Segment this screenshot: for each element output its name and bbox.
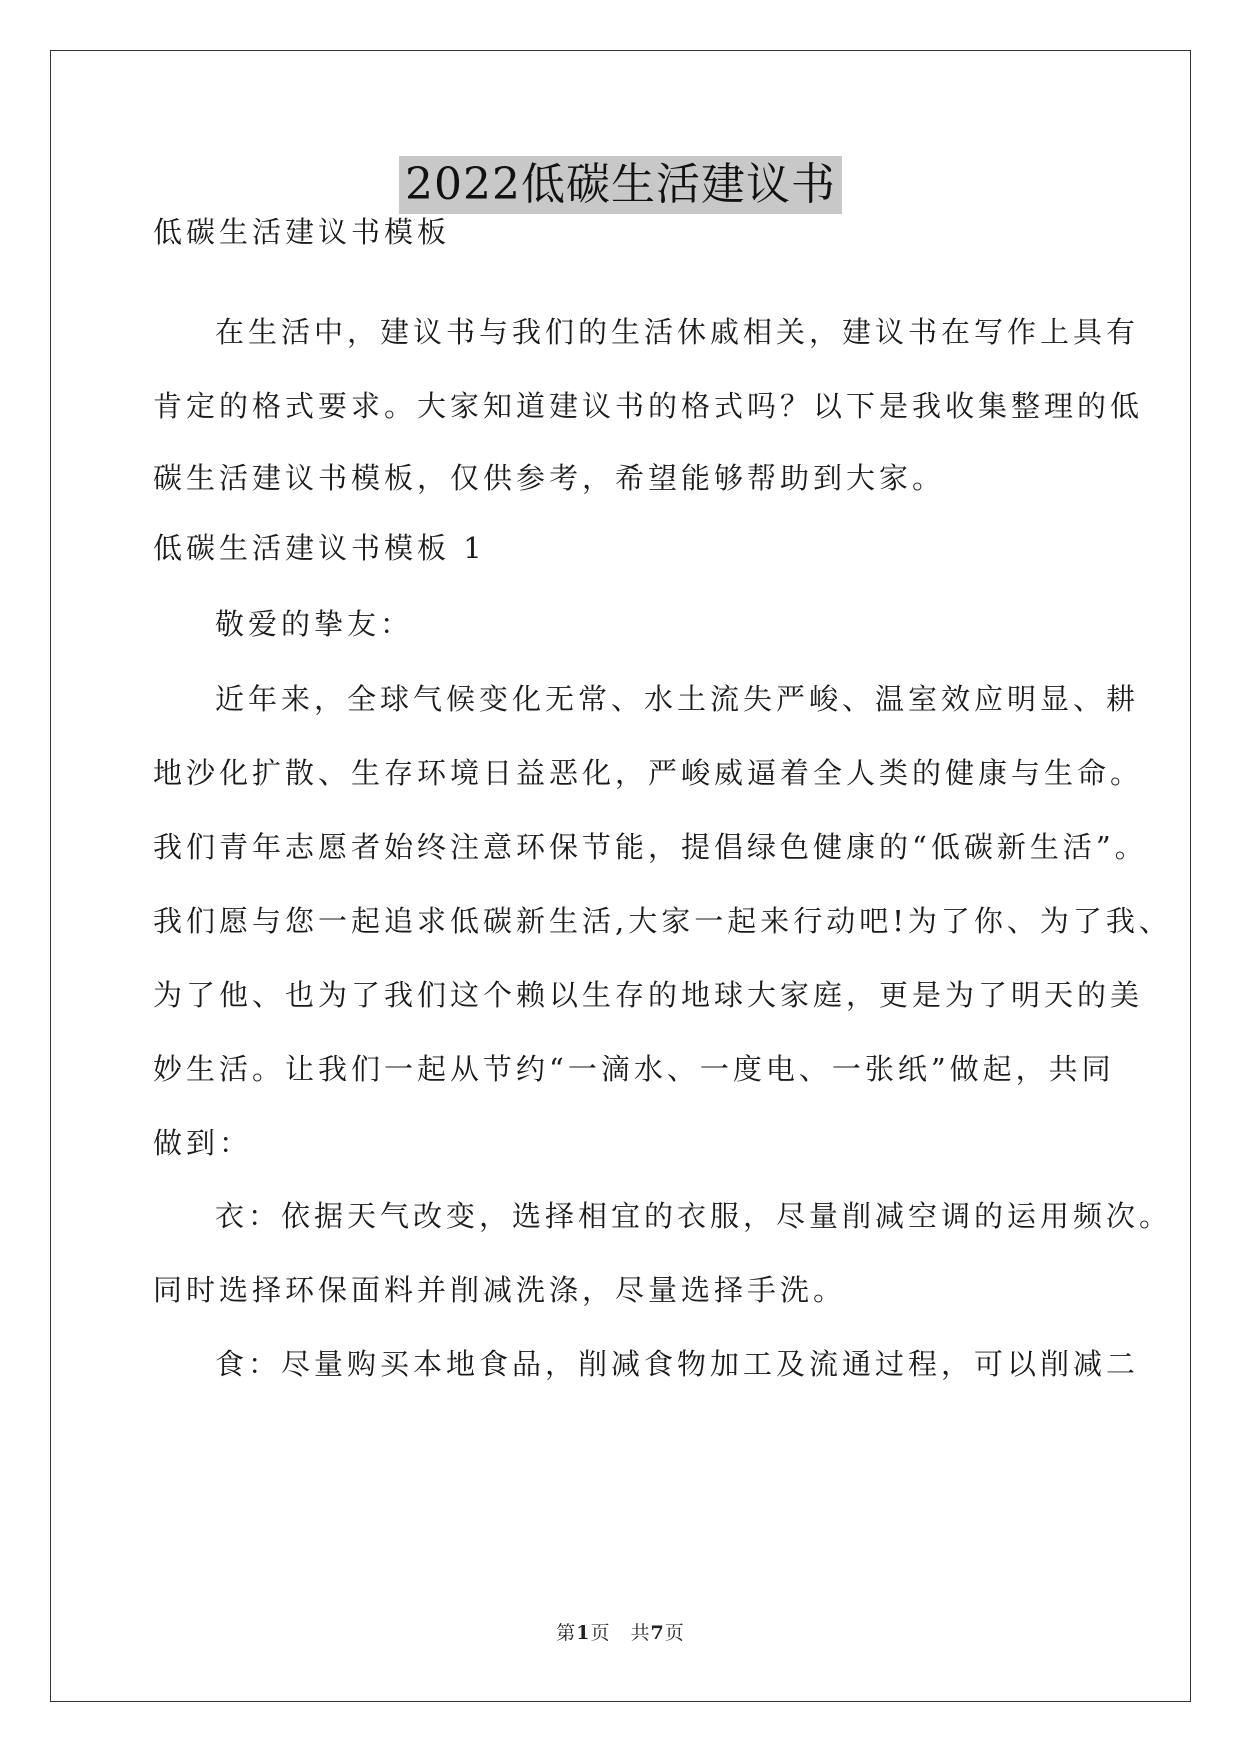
footer-total-pages: 7 — [650, 1622, 665, 1644]
paragraph-line: 肯定的格式要求。大家知道建议书的格式吗？以下是我收集整理的低 — [153, 389, 1144, 423]
salutation: 敬爱的挚友： — [215, 607, 414, 641]
paragraph-line: 同时选择环保面料并削减洗涤，尽量选择手洗。 — [153, 1273, 847, 1307]
footer-prefix: 第 — [556, 1622, 577, 1644]
paragraph-line: 近年来，全球气候变化无常、水土流失严峻、温室效应明显、耕 — [215, 682, 1140, 716]
paragraph-line: 我们青年志愿者始终注意环保节能，提倡绿色健康的“低碳新生活”。 — [153, 830, 1148, 864]
page-border — [50, 50, 1191, 1702]
footer-page-number: 1 — [576, 1622, 591, 1644]
footer-suffix: 页 — [664, 1622, 685, 1644]
paragraph-line: 食：尽量购买本地食品，削减食物加工及流通过程，可以削减二 — [215, 1347, 1140, 1381]
title-container — [0, 156, 1241, 214]
subtitle-line: 低碳生活建议书模板 — [153, 215, 451, 249]
paragraph-line: 做到： — [153, 1126, 253, 1160]
paragraph-line: 地沙化扩散、生存环境日益恶化，严峻威逼着全人类的健康与生命。 — [153, 756, 1144, 790]
paragraph-line: 为了他、也为了我们这个赖以生存的地球大家庭，更是为了明天的美 — [153, 978, 1144, 1012]
paragraph-line: 衣：依据天气改变，选择相宜的衣服，尽量削减空调的运用频次。 — [215, 1199, 1173, 1233]
paragraph-line: 在生活中，建议书与我们的生活休戚相关，建议书在写作上具有 — [215, 315, 1140, 349]
section-heading: 低碳生活建议书模板 1 — [153, 531, 486, 565]
page-footer — [0, 1618, 1241, 1645]
paragraph-line: 妙生活。让我们一起从节约“一滴水、一度电、一张纸”做起，共同 — [153, 1052, 1115, 1086]
document-title: 2022低碳生活建议书 — [399, 156, 842, 214]
footer-mid: 页 共 — [590, 1622, 651, 1644]
paragraph-line: 碳生活建议书模板，仅供参考，希望能够帮助到大家。 — [153, 461, 946, 495]
paragraph-line: 我们愿与您一起追求低碳新生活,大家一起来行动吧!为了你、为了我、 — [153, 904, 1172, 938]
